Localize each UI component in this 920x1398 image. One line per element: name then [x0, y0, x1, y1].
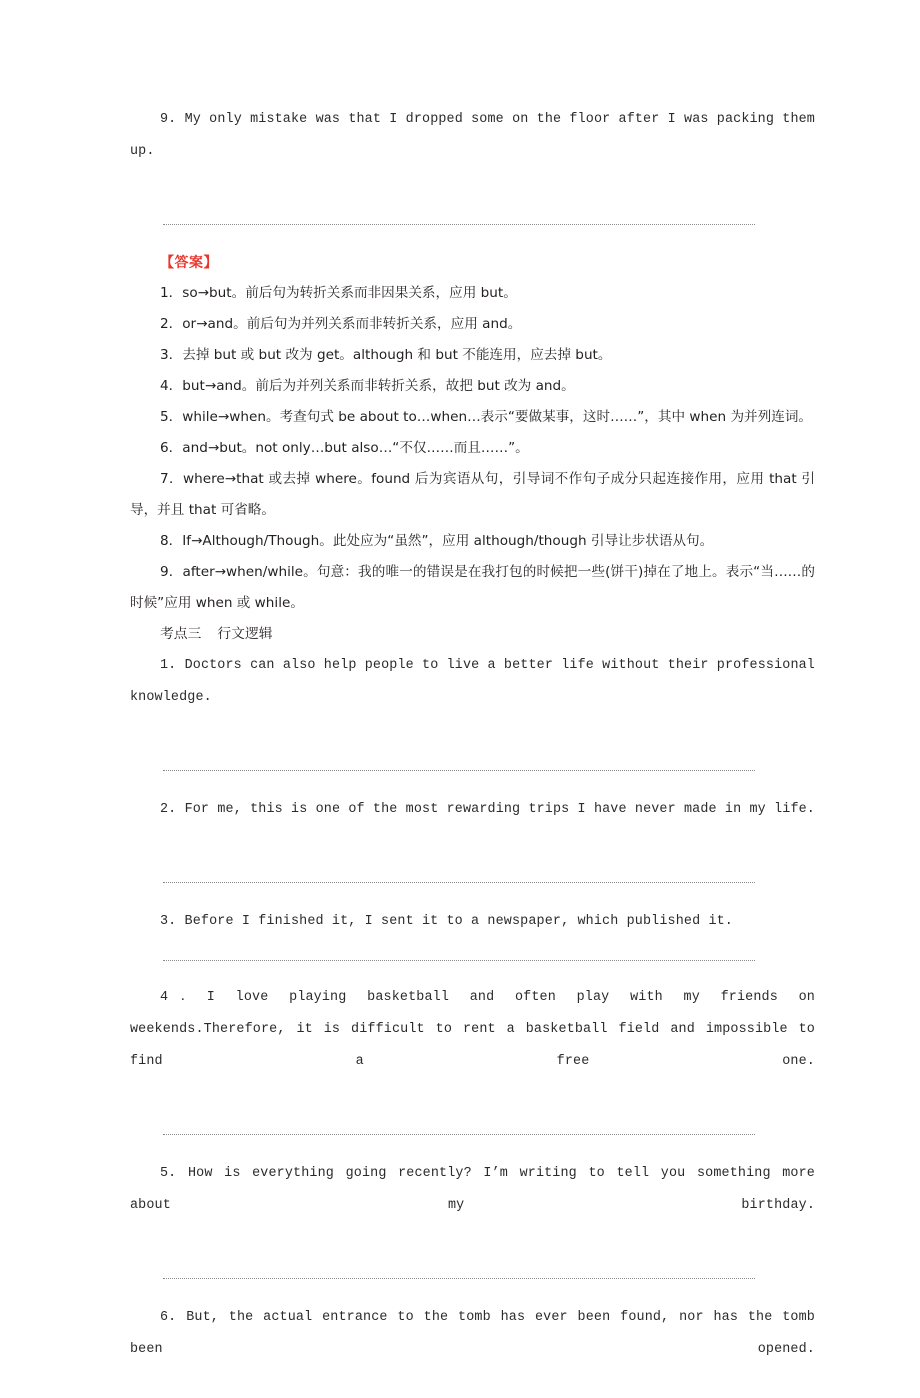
answer-item-1: 1．so→but。前后句为转折关系而非因果关系，应用 but。: [160, 285, 517, 301]
answer-rule-q9: [130, 200, 815, 248]
dotted-rule: [163, 1278, 755, 1279]
section3-question-3: 3. Before I finished it, I sent it to a newspaper, which published it.: [160, 914, 733, 929]
answer-header: 【答案】: [160, 255, 218, 271]
section3-question-1: 1. Doctors can also help people to live a better life without their professional knowledge.: [130, 658, 815, 705]
answer-rule-4: [130, 1110, 815, 1158]
section-heading: [130, 619, 815, 650]
answer-rule-1: [130, 746, 815, 794]
question-9-text: 9. My only mistake was that I dropped some on the floor after I was packing them up.: [130, 112, 815, 159]
section3-question-5: 5. How is everything going recently? I’m writing to tell you something more about my birthday.: [130, 1166, 815, 1213]
answer-item-9: 9．after→when/while。句意：我的唯一的错误是在我打包的时候把一些(饼干)掉在了地上。表示“当……的时候”应用 when 或 while。: [130, 564, 815, 611]
answer-item-4: 4．but→and。前后为并列关系而非转折关系，故把 but 改为 and。: [160, 378, 575, 394]
section3-question-2: 2. For me, this is one of the most rewarding trips I have never made in my life.: [160, 802, 815, 817]
answer-item-7: 7．where→that 或去掉 where。found 后为宾语从句，引导词不作句子成分只起连接作用，应用 that 引导，并且 that 可省略。: [130, 471, 815, 518]
answer-item-8: 8．If→Although/Though。此处应为“虽然”，应用 although/though 引导让步状语从句。: [160, 533, 714, 549]
answer-item-2: 2．or→and。前后句为并列关系而非转折关系，应用 and。: [160, 316, 522, 332]
section-heading-title: 行文逻辑: [217, 626, 273, 642]
answer-item-6: 6．and→but。not only…but also…“不仅……而且……”。: [160, 440, 529, 456]
answer-rule-2: [130, 858, 815, 906]
section3-question-6: 6. But, the actual entrance to the tomb has ever been found, nor has the tomb been opened.: [130, 1310, 815, 1357]
dotted-rule: [163, 960, 755, 961]
answer-rule-3: [130, 938, 815, 982]
dotted-rule: [163, 882, 755, 883]
answer-item-5: 5．while→when。考查句式 be about to…when…表示“要做某事，这时……”，其中 when 为并列连词。: [160, 409, 813, 425]
dotted-rule: [163, 224, 755, 225]
answer-item-3: 3．去掉 but 或 but 改为 get。although 和 but 不能连用，应去掉 but。: [160, 347, 612, 363]
dotted-rule: [163, 1134, 755, 1135]
section3-question-4: 4．I love playing basketball and often play with my friends on weekends.Therefore, it is difficult to rent a basketball field and impossible to find a free one.: [130, 990, 815, 1069]
answer-rule-5: [130, 1254, 815, 1302]
dotted-rule: [163, 770, 755, 771]
section-heading-label: 考点三: [160, 626, 202, 642]
